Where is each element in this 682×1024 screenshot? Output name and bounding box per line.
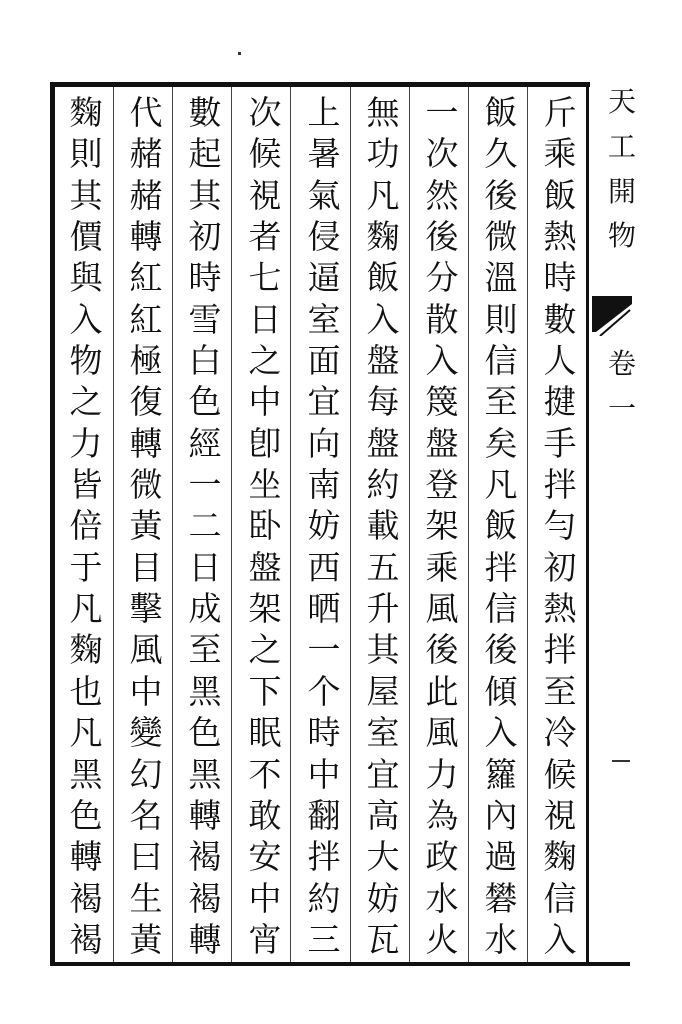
text-char: 篾	[425, 382, 459, 422]
text-char: 至	[188, 630, 222, 670]
margin-title-char: 工	[607, 129, 636, 163]
text-char: 次	[248, 93, 282, 132]
text-char: 坐	[248, 465, 282, 505]
text-char: 一	[307, 630, 341, 670]
text-char: 數	[543, 299, 577, 339]
text-char: 信	[484, 589, 518, 629]
text-char: 二	[188, 506, 222, 546]
text-char: 侵	[307, 217, 341, 257]
text-char: 暑	[307, 134, 341, 174]
text-char: 代	[129, 93, 163, 132]
margin-title-char: 物	[607, 219, 636, 253]
text-char: 之	[69, 382, 103, 422]
text-char: 褐	[69, 878, 103, 918]
text-char: 微	[129, 465, 163, 505]
text-column	[239, 93, 291, 959]
text-char: 色	[188, 382, 222, 422]
text-char: 不	[248, 754, 282, 794]
text-char: 候	[543, 754, 577, 794]
text-column	[179, 93, 231, 959]
text-char: 經	[188, 423, 222, 463]
margin-volume-char: 一	[607, 391, 636, 425]
text-char: 後	[425, 630, 459, 670]
text-char: 敢	[248, 795, 282, 835]
text-char: 至	[543, 671, 577, 711]
text-char: 力	[425, 754, 459, 794]
text-char: 五	[366, 547, 400, 587]
margin-mark	[612, 760, 630, 762]
text-char: 白	[188, 341, 222, 381]
text-char: 目	[129, 547, 163, 587]
text-char: 个	[307, 671, 341, 711]
text-char: 人	[543, 341, 577, 381]
text-char: 逼	[307, 258, 341, 298]
column-rule	[409, 87, 410, 962]
text-char: 日	[188, 547, 222, 587]
text-char: 久	[484, 134, 518, 174]
frame-top-border	[50, 82, 590, 87]
text-char: 黑	[69, 754, 103, 794]
text-char: 時	[543, 258, 577, 298]
text-char: 其	[188, 175, 222, 215]
text-char: 風	[425, 713, 459, 753]
text-char: 後	[425, 217, 459, 257]
text-char: 其	[366, 630, 400, 670]
margin-title-char: 天	[607, 85, 636, 118]
text-char: 倍	[69, 506, 103, 546]
text-column	[298, 93, 350, 959]
text-char: 揵	[543, 382, 577, 422]
text-char: 上	[307, 93, 341, 132]
text-char: 麴	[69, 630, 103, 670]
column-rule	[231, 87, 232, 962]
text-char: 一	[188, 465, 222, 505]
frame-right-border	[586, 82, 589, 966]
text-char: 次	[425, 134, 459, 174]
text-char: 盤	[425, 423, 459, 463]
text-char: 物	[69, 341, 103, 381]
text-char: 宜	[366, 754, 400, 794]
text-char: 信	[543, 878, 577, 918]
text-char: 拌	[543, 630, 577, 670]
text-char: 宜	[307, 382, 341, 422]
text-char: 起	[188, 134, 222, 174]
text-char: 凡	[366, 175, 400, 215]
text-char: 麴	[366, 217, 400, 257]
text-char: 妨	[307, 506, 341, 546]
text-char: 風	[425, 589, 459, 629]
text-char: 宵	[248, 919, 282, 959]
text-char: 風	[129, 630, 163, 670]
text-char: 中	[129, 671, 163, 711]
text-char: 黃	[129, 919, 163, 959]
text-char: 卽	[248, 423, 282, 463]
text-char: 紅	[129, 299, 163, 339]
text-char: 架	[425, 506, 459, 546]
text-char: 飯	[543, 175, 577, 215]
text-char: 面	[307, 341, 341, 381]
margin-volume-char: 卷	[607, 347, 636, 380]
text-char: 凡	[69, 589, 103, 629]
text-char: 盤	[366, 341, 400, 381]
text-char: 復	[129, 382, 163, 422]
text-char: 變	[129, 713, 163, 753]
text-char: 微	[484, 217, 518, 257]
text-char: 晒	[307, 589, 341, 629]
text-char: 盤	[366, 423, 400, 463]
text-char: 凡	[484, 465, 518, 505]
margin-volume	[600, 342, 644, 432]
text-char: 西	[307, 547, 341, 587]
text-char: 入	[484, 713, 518, 753]
text-char: 轉	[129, 217, 163, 257]
text-char: 轉	[188, 919, 222, 959]
text-column	[60, 93, 112, 959]
text-column	[357, 93, 409, 959]
text-char: 拌	[307, 837, 341, 877]
text-char: 時	[188, 258, 222, 298]
margin-title-char: 開	[607, 174, 636, 208]
text-char: 入	[425, 341, 459, 381]
text-char: 盤	[248, 547, 282, 587]
text-char: 向	[307, 423, 341, 463]
text-char: 然	[425, 175, 459, 215]
text-char: 冷	[543, 713, 577, 753]
text-char: 高	[366, 795, 400, 835]
column-rule	[172, 87, 173, 962]
text-char: 色	[69, 795, 103, 835]
text-char: 入	[543, 919, 577, 959]
text-char: 幻	[129, 754, 163, 794]
text-char: 視	[543, 795, 577, 835]
text-char: 則	[484, 299, 518, 339]
text-char: 載	[366, 506, 400, 546]
text-char: 熱	[543, 589, 577, 629]
text-char: 日	[248, 299, 282, 339]
text-char: 升	[366, 589, 400, 629]
text-char: 內	[484, 795, 518, 835]
text-char: 室	[307, 299, 341, 339]
text-char: 入	[366, 299, 400, 339]
text-char: 翻	[307, 795, 341, 835]
text-char: 飯	[484, 506, 518, 546]
text-char: 乘	[543, 134, 577, 174]
text-char: 候	[248, 134, 282, 174]
text-char: 礬	[484, 878, 518, 918]
text-char: 中	[248, 382, 282, 422]
text-char: 時	[307, 713, 341, 753]
text-char: 溫	[484, 258, 518, 298]
text-char: 斤	[543, 93, 577, 132]
text-char: 黑	[188, 671, 222, 711]
frame-left-border	[50, 82, 55, 966]
text-char: 為	[425, 795, 459, 835]
text-char: 名	[129, 795, 163, 835]
text-column	[534, 93, 586, 959]
text-char: 傾	[484, 671, 518, 711]
text-char: 赭	[129, 134, 163, 174]
text-char: 色	[188, 713, 222, 753]
text-char: 之	[248, 630, 282, 670]
text-char: 妨	[366, 878, 400, 918]
text-char: 初	[188, 217, 222, 257]
text-char: 黃	[129, 506, 163, 546]
text-column	[475, 93, 527, 959]
text-char: 勻	[543, 506, 577, 546]
text-char: 拌	[543, 465, 577, 505]
text-char: 極	[129, 341, 163, 381]
text-char: 中	[248, 878, 282, 918]
text-char: 凡	[69, 713, 103, 753]
text-char: 褐	[188, 878, 222, 918]
text-char: 曰	[129, 837, 163, 877]
text-char: 七	[248, 258, 282, 298]
text-char: 也	[69, 671, 103, 711]
text-char: 架	[248, 589, 282, 629]
text-char: 氣	[307, 175, 341, 215]
text-char: 三	[307, 919, 341, 959]
text-char: 價	[69, 217, 103, 257]
text-char: 赭	[129, 175, 163, 215]
text-char: 散	[425, 299, 459, 339]
text-char: 大	[366, 837, 400, 877]
text-char: 至	[484, 382, 518, 422]
text-char: 轉	[188, 795, 222, 835]
text-char: 飯	[366, 258, 400, 298]
text-char: 約	[366, 465, 400, 505]
text-char: 矣	[484, 423, 518, 463]
fish-tail-mark-icon	[592, 296, 632, 336]
text-char: 眠	[248, 713, 282, 753]
text-char: 南	[307, 465, 341, 505]
text-char: 紅	[129, 258, 163, 298]
text-char: 分	[425, 258, 459, 298]
text-char: 于	[69, 547, 103, 587]
text-char: 功	[366, 134, 400, 174]
text-char: 者	[248, 217, 282, 257]
text-char: 下	[248, 671, 282, 711]
column-rule	[527, 87, 528, 962]
text-char: 籮	[484, 754, 518, 794]
text-char: 雪	[188, 299, 222, 339]
text-char: 入	[69, 299, 103, 339]
text-char: 數	[188, 93, 222, 132]
text-char: 屋	[366, 671, 400, 711]
text-char: 無	[366, 93, 400, 132]
column-rule	[350, 87, 351, 962]
text-char: 成	[188, 589, 222, 629]
text-char: 卧	[248, 506, 282, 546]
text-char: 黑	[188, 754, 222, 794]
frame-bottom-border	[50, 962, 630, 966]
text-char: 褐	[188, 837, 222, 877]
text-char: 室	[366, 713, 400, 753]
text-char: 中	[307, 754, 341, 794]
text-char: 擊	[129, 589, 163, 629]
text-char: 褐	[69, 919, 103, 959]
text-char: 安	[248, 837, 282, 877]
column-rule	[113, 87, 114, 962]
text-char: 轉	[69, 837, 103, 877]
text-char: 每	[366, 382, 400, 422]
text-column	[120, 93, 172, 959]
text-char: 火	[425, 919, 459, 959]
text-char: 水	[484, 919, 518, 959]
text-char: 過	[484, 837, 518, 877]
text-char: 則	[69, 134, 103, 174]
text-char: 此	[425, 671, 459, 711]
text-char: 力	[69, 423, 103, 463]
text-char: 瓦	[366, 919, 400, 959]
ink-speck	[238, 52, 241, 55]
text-char: 飯	[484, 93, 518, 132]
text-char: 生	[129, 878, 163, 918]
text-char: 信	[484, 341, 518, 381]
text-char: 麴	[543, 837, 577, 877]
text-char: 一	[425, 93, 459, 132]
text-char: 之	[248, 341, 282, 381]
column-rule	[468, 87, 469, 962]
text-char: 後	[484, 175, 518, 215]
text-char: 登	[425, 465, 459, 505]
text-char: 後	[484, 630, 518, 670]
text-char: 約	[307, 878, 341, 918]
text-char: 轉	[129, 423, 163, 463]
text-char: 初	[543, 547, 577, 587]
text-char: 其	[69, 175, 103, 215]
text-char: 視	[248, 175, 282, 215]
text-column	[416, 93, 468, 959]
text-char: 熱	[543, 217, 577, 257]
text-char: 政	[425, 837, 459, 877]
text-char: 麴	[69, 93, 103, 132]
text-char: 水	[425, 878, 459, 918]
text-char: 乘	[425, 547, 459, 587]
text-char: 拌	[484, 547, 518, 587]
margin-book-title	[600, 80, 644, 259]
text-char: 手	[543, 423, 577, 463]
text-char: 皆	[69, 465, 103, 505]
text-char: 與	[69, 258, 103, 298]
